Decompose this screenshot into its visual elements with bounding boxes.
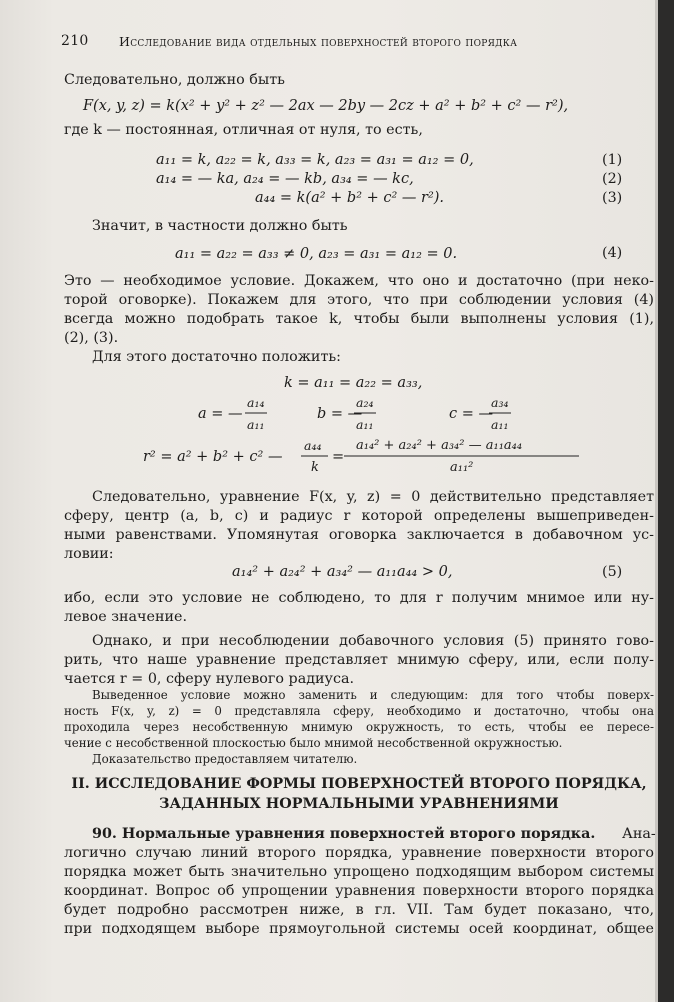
- text-line: (2), (3).: [64, 330, 119, 346]
- fraction-denominator: a₁₁: [247, 417, 265, 432]
- subsection-title: 90. Нормальные уравнения поверхностей второго порядка.: [92, 826, 596, 842]
- text-line: Для этого достаточно положить:: [92, 349, 341, 365]
- formula-5: a₁₄² + a₂₄² + a₃₄² — a₁₁a₄₄ > 0,: [232, 564, 453, 580]
- text-line: левое значение.: [64, 609, 188, 625]
- fraction-numerator: a₃₄: [491, 395, 509, 410]
- equation-number: (2): [602, 171, 623, 187]
- formula-r: r² = a² + b² + c² —: [143, 449, 283, 465]
- fraction-numerator: a₁₄: [247, 395, 265, 410]
- small-text-line: чение с несобственной плоскостью было мнимой несобственной окружностью.: [64, 736, 563, 750]
- fraction-denominator: a₁₁²: [450, 460, 474, 475]
- small-text-line: Доказательство предоставляем читателю.: [92, 752, 358, 766]
- equation-number: (4): [602, 245, 623, 261]
- formula-b: b = —: [317, 406, 363, 422]
- fraction-denominator: a₁₁: [356, 417, 374, 432]
- fraction-denominator: k: [311, 460, 319, 475]
- text-line: логично случаю линий второго порядка, уравнение поверхности второго: [64, 845, 654, 861]
- page-number: 210: [61, 33, 89, 49]
- text-line: координат. Вопрос об упрощении уравнения поверхности второго порядка: [64, 883, 654, 899]
- text-line: ловии:: [64, 546, 114, 562]
- text-line: ными равенствами. Упомянутая оговорка заключается в добавочном ус-: [64, 527, 654, 543]
- text-line: рить, что наше уравнение представляет мнимую сферу, или, если полу-: [64, 652, 654, 668]
- fraction-denominator: a₁₁: [491, 417, 509, 432]
- fraction-numerator: a₂₄: [356, 395, 374, 410]
- formula-3: a₄₄ = k(a² + b² + c² — r²).: [255, 190, 445, 206]
- text-line: торой оговорке). Покажем для этого, что при соблюдении условия (4): [64, 292, 654, 308]
- equation-number: (1): [602, 152, 623, 168]
- fraction-numerator: a₁₄² + a₂₄² + a₃₄² — a₁₁a₄₄: [356, 438, 523, 453]
- text-line: будет подробно рассмотрен ниже, в гл. VII. Там будет показано, что,: [64, 902, 654, 918]
- text-line: Ана-: [622, 826, 656, 842]
- section-heading: II. ИССЛЕДОВАНИЕ ФОРМЫ ПОВЕРХНОСТЕЙ ВТОРОГО ПОРЯДКА,: [71, 776, 647, 792]
- running-title: Исследование вида отдельных поверхностей второго порядка: [119, 34, 518, 49]
- equation-number: (3): [602, 190, 623, 206]
- equation-number: (5): [602, 564, 623, 580]
- text-line: сферу, центр (a, b, c) и радиус r которой определены вышеприведен-: [64, 508, 654, 524]
- formula-c: c = —: [449, 406, 493, 422]
- text-line: Это — необходимое условие. Докажем, что оно и достаточно (при неко-: [64, 273, 654, 289]
- text-line: где k — постоянная, отличная от нуля, то есть,: [64, 122, 423, 138]
- text-line: Следовательно, уравнение F(x, y, z) = 0 действительно представляет: [92, 489, 654, 505]
- text-line: Значит, в частности должно быть: [92, 218, 348, 234]
- text-line: порядка может быть значительно упрощено подходящим выбором системы: [64, 864, 654, 880]
- small-text-line: проходила через несобственную мнимую окружность, то есть, чтобы ее пересе-: [64, 720, 654, 734]
- section-heading: ЗАДАННЫХ НОРМАЛЬНЫМИ УРАВНЕНИЯМИ: [159, 796, 559, 812]
- small-text-line: ность F(x, y, z) = 0 представляла сферу, необходимо и достаточно, чтобы она: [64, 704, 654, 718]
- fraction-numerator: a₄₄: [304, 438, 322, 453]
- text-line: чается r = 0, сферу нулевого радиуса.: [64, 671, 355, 687]
- text-line: Следовательно, должно быть: [64, 72, 285, 88]
- formula-k: k = a₁₁ = a₂₂ = a₃₃,: [284, 375, 423, 391]
- text-line: всегда можно подобрать такое k, чтобы были выполнены условия (1),: [64, 311, 654, 327]
- equals-sign: =: [332, 449, 345, 465]
- formula-a: a = —: [198, 406, 243, 422]
- formula-1: a₁₁ = k, a₂₂ = k, a₃₃ = k, a₂₃ = a₃₁ = a₁₂ = 0,: [156, 152, 474, 168]
- text-line: Однако, и при несоблюдении добавочного условия (5) принято гово-: [92, 633, 654, 649]
- formula-sphere: F(x, y, z) = k(x² + y² + z² — 2ax — 2by — 2cz + a² + b² + c² — r²),: [83, 98, 569, 114]
- small-text-line: Выведенное условие можно заменить и следующим: для того чтобы поверх-: [92, 688, 654, 702]
- text-line: ибо, если это условие не соблюдено, то для r получим мнимое или ну-: [64, 590, 654, 606]
- formula-4: a₁₁ = a₂₂ = a₃₃ ≠ 0, a₂₃ = a₃₁ = a₁₂ = 0.: [175, 246, 458, 262]
- formula-2: a₁₄ = — ka, a₂₄ = — kb, a₃₄ = — kc,: [156, 171, 414, 187]
- text-line: при подходящем выборе прямоугольной системы осей координат, общее: [64, 921, 654, 937]
